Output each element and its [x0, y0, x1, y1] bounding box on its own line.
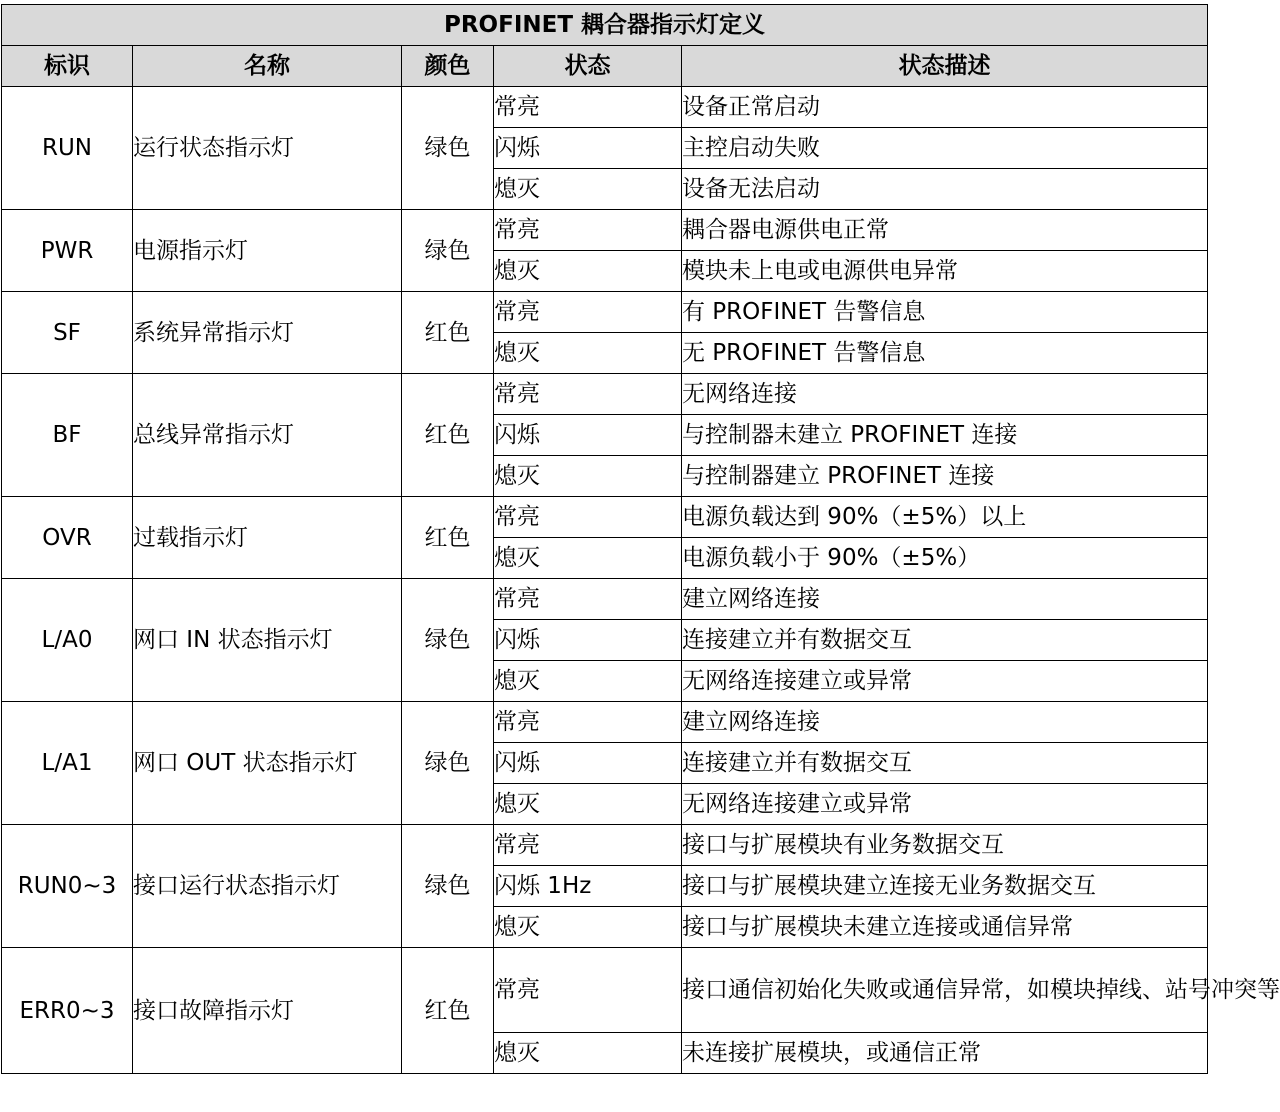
indicator-description: 无网络连接建立或异常: [682, 784, 1208, 825]
indicator-description: 建立网络连接: [682, 702, 1208, 743]
indicator-color: 绿色: [402, 210, 494, 292]
indicator-description: 建立网络连接: [682, 579, 1208, 620]
indicator-description: 与控制器未建立 PROFINET 连接: [682, 415, 1208, 456]
indicator-description: 主控启动失败: [682, 128, 1208, 169]
indicator-state: 常亮: [494, 948, 682, 1033]
indicator-description: 电源负载达到 90%（±5%）以上: [682, 497, 1208, 538]
indicator-state: 常亮: [494, 497, 682, 538]
indicator-id: RUN0~3: [2, 825, 133, 948]
indicator-description: 连接建立并有数据交互: [682, 743, 1208, 784]
indicator-name: 电源指示灯: [133, 210, 402, 292]
indicator-state: 熄灭: [494, 169, 682, 210]
indicator-description: 接口与扩展模块未建立连接或通信异常: [682, 907, 1208, 948]
indicator-color: 红色: [402, 292, 494, 374]
table-body: [2, 87, 1280, 1074]
header-color: 颜色: [402, 46, 494, 87]
indicator-name: 网口 OUT 状态指示灯: [133, 702, 402, 825]
table-title: PROFINET 耦合器指示灯定义: [2, 5, 1208, 46]
indicator-id: L/A0: [2, 579, 133, 702]
indicator-description: 连接建立并有数据交互: [682, 620, 1208, 661]
title-row: [2, 5, 1208, 46]
indicator-id: PWR: [2, 210, 133, 292]
indicator-state: 熄灭: [494, 538, 682, 579]
indicator-state: 常亮: [494, 87, 682, 128]
indicator-color: 绿色: [402, 702, 494, 825]
indicator-description: 有 PROFINET 告警信息: [682, 292, 1208, 333]
indicator-description: 无网络连接: [682, 374, 1208, 415]
indicator-state: 熄灭: [494, 333, 682, 374]
indicator-color: 红色: [402, 948, 494, 1074]
indicator-description: 无网络连接建立或异常: [682, 661, 1208, 702]
indicator-state: 熄灭: [494, 784, 682, 825]
indicator-description: 接口与扩展模块建立连接无业务数据交互: [682, 866, 1208, 907]
indicator-state: 熄灭: [494, 907, 682, 948]
table-row: [2, 702, 1208, 743]
table-row: [2, 579, 1208, 620]
indicator-description: 设备无法启动: [682, 169, 1208, 210]
indicator-state: 闪烁: [494, 620, 682, 661]
indicator-table-wrapper: [1, 4, 1280, 1074]
indicator-name: 系统异常指示灯: [133, 292, 402, 374]
table-row: [2, 374, 1208, 415]
header-desc: 状态描述: [682, 46, 1208, 87]
indicator-name: 接口故障指示灯: [133, 948, 402, 1074]
indicator-id: SF: [2, 292, 133, 374]
indicator-state: 熄灭: [494, 661, 682, 702]
indicator-name: 运行状态指示灯: [133, 87, 402, 210]
table-row: [2, 87, 1208, 128]
header-state: 状态: [494, 46, 682, 87]
header-id: 标识: [2, 46, 133, 87]
indicator-id: OVR: [2, 497, 133, 579]
indicator-definition-table: [1, 4, 1280, 1074]
indicator-state: 常亮: [494, 374, 682, 415]
indicator-description: 未连接扩展模块，或通信正常: [682, 1033, 1208, 1074]
table-row: [2, 210, 1208, 251]
indicator-description: 接口与扩展模块有业务数据交互: [682, 825, 1208, 866]
indicator-id: BF: [2, 374, 133, 497]
indicator-state: 熄灭: [494, 1033, 682, 1074]
table-row: [2, 825, 1208, 866]
indicator-color: 绿色: [402, 825, 494, 948]
indicator-state: 熄灭: [494, 456, 682, 497]
indicator-description: 电源负载小于 90%（±5%）: [682, 538, 1208, 579]
indicator-description: 无 PROFINET 告警信息: [682, 333, 1208, 374]
indicator-color: 红色: [402, 497, 494, 579]
indicator-state: 闪烁: [494, 415, 682, 456]
indicator-state: 常亮: [494, 210, 682, 251]
indicator-state: 闪烁: [494, 743, 682, 784]
table-row: [2, 292, 1208, 333]
indicator-name: 接口运行状态指示灯: [133, 825, 402, 948]
indicator-description: 耦合器电源供电正常: [682, 210, 1208, 251]
indicator-id: L/A1: [2, 702, 133, 825]
indicator-state: 闪烁: [494, 128, 682, 169]
indicator-state: 常亮: [494, 702, 682, 743]
indicator-name: 网口 IN 状态指示灯: [133, 579, 402, 702]
indicator-color: 绿色: [402, 579, 494, 702]
table-row: [2, 497, 1208, 538]
indicator-description: 接口通信初始化失败或通信异常，如模块掉线、站号冲突等: [682, 948, 1208, 1033]
header-name: 名称: [133, 46, 402, 87]
indicator-state: 常亮: [494, 825, 682, 866]
indicator-description: 设备正常启动: [682, 87, 1208, 128]
indicator-state: 常亮: [494, 292, 682, 333]
indicator-description: 与控制器建立 PROFINET 连接: [682, 456, 1208, 497]
indicator-color: 红色: [402, 374, 494, 497]
header-row: [2, 46, 1208, 87]
table-row: [2, 948, 1208, 1033]
indicator-state: 常亮: [494, 579, 682, 620]
indicator-description: 模块未上电或电源供电异常: [682, 251, 1208, 292]
indicator-name: 总线异常指示灯: [133, 374, 402, 497]
indicator-state: 闪烁 1Hz: [494, 866, 682, 907]
indicator-color: 绿色: [402, 87, 494, 210]
indicator-name: 过载指示灯: [133, 497, 402, 579]
indicator-state: 熄灭: [494, 251, 682, 292]
indicator-id: RUN: [2, 87, 133, 210]
indicator-id: ERR0~3: [2, 948, 133, 1074]
